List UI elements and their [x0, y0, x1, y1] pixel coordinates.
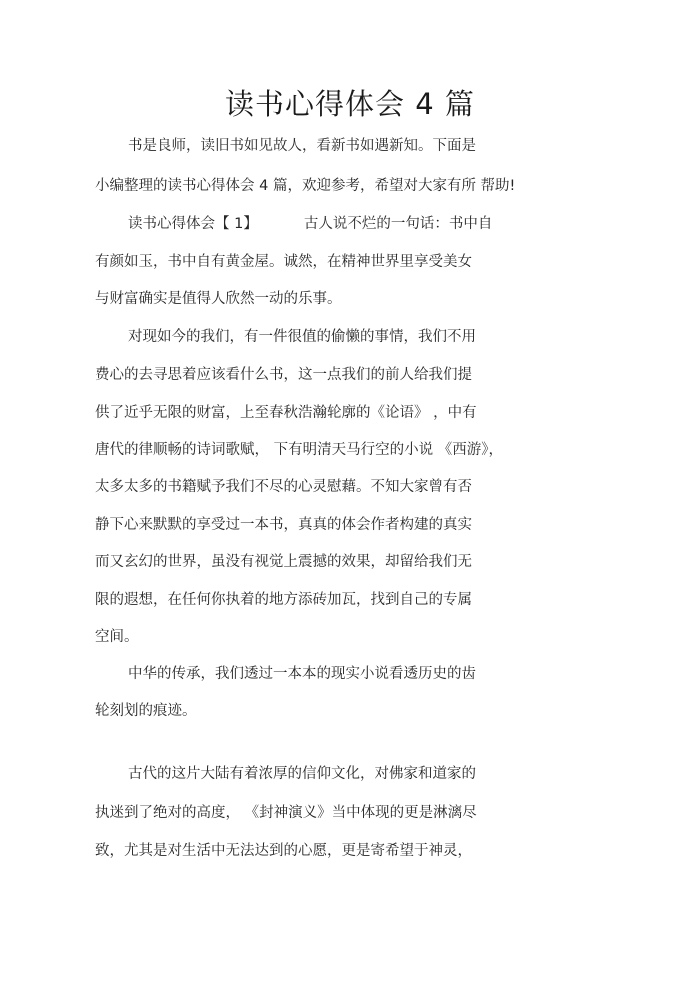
paragraph2-line-5: 太多太多的书籍赋予我们不尽的心灵慰藉。不知大家曾有否 [95, 479, 472, 495]
paragraph1-line-2: 与财富确实是值得人欣然一动的乐事。 [95, 291, 342, 307]
paragraph2-line-2: 费心的去寻思着应该看什么书，这一点我们的前人给我们提 [95, 367, 472, 383]
section-heading-tail: 古人说不烂的一句话：书中自 [303, 216, 493, 232]
paragraph3-line-2: 轮刻划的痕迹。 [95, 703, 197, 719]
section-heading [128, 214, 492, 234]
section-heading-label: 读书心得体会【 1】 [128, 216, 258, 232]
intro-line-2: 小编整理的读书心得体会 4 篇，欢迎参考，希望对大家有所 帮助! [95, 178, 516, 194]
paragraph4-line-3: 致，尤其是对生活中无法达到的心愿，更是寄希望于神灵， [95, 843, 472, 859]
paragraph2-line-1: 对现如今的我们，有一件很值的偷懒的事情，我们不用 [128, 329, 476, 345]
document-title: 读书心得体会 4 篇 [225, 87, 475, 121]
paragraph2-line-6: 静下心来默默的享受过一本书，真真的体会作者构建的真实 [95, 517, 472, 533]
paragraph4-line-1: 古代的这片大陆有着浓厚的信仰文化，对佛家和道家的 [128, 766, 476, 782]
paragraph2-line-7: 而又玄幻的世界，虽没有视觉上震撼的效果，却留给我们无 [95, 554, 472, 570]
paragraph2-line-9: 空间。 [95, 629, 139, 645]
paragraph4-line-2: 执迷到了绝对的高度， 《封神演义》当中体现的更是淋漓尽 [95, 805, 477, 821]
paragraph3-line-1: 中华的传承，我们透过一本本的现实小说看透历史的齿 [128, 666, 476, 682]
paragraph1-line-1: 有颜如玉，书中自有黄金屋。诚然，在精神世界里享受美女 [95, 254, 472, 270]
paragraph2-line-3: 供了近乎无限的财富，上至春秋浩瀚轮廓的《论语》 ，中有 [95, 405, 477, 421]
intro-line-1: 书是良师，读旧书如见故人，看新书如遇新知。下面是 [128, 138, 476, 154]
paragraph2-line-8: 限的遐想，在任何你执着的地方添砖加瓦，找到自己的专属 [95, 592, 472, 608]
paragraph2-line-4: 唐代的律顺畅的诗词歌赋， 下有明清天马行空的小说 《西游》， [95, 442, 503, 458]
